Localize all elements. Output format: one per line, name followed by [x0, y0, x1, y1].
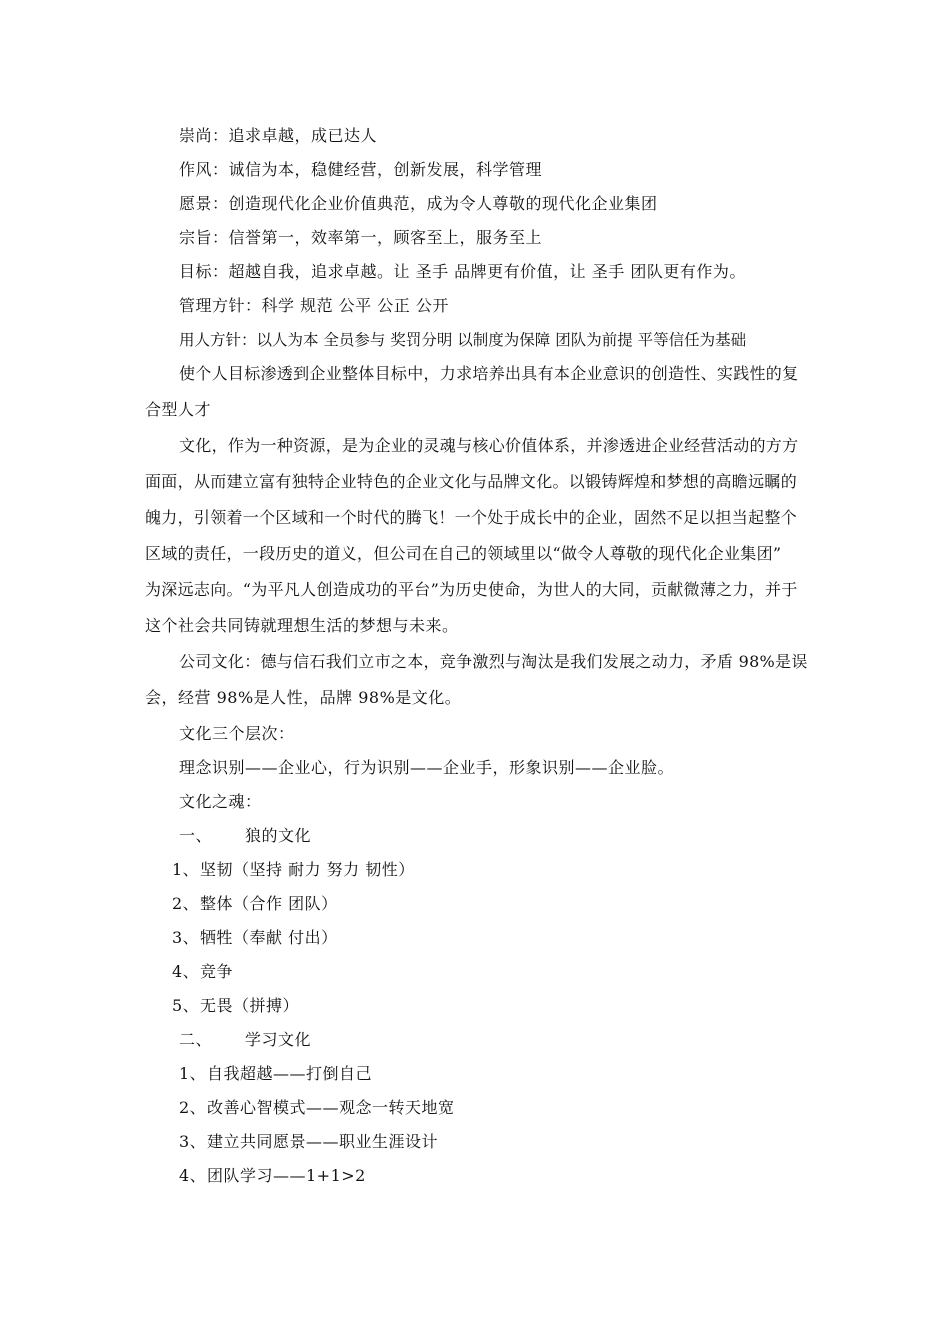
section-one-item-5-number: 5、 — [172, 996, 200, 1015]
line-yuanjing: 愿景：创造现代化企业价值典范，成为令人尊敬的现代化企业集团 — [179, 194, 658, 213]
section-two-item-1-number: 1、 — [179, 1064, 207, 1083]
section-one-title: 狼的文化 — [245, 826, 312, 845]
line-zuofeng: 作风：诚信为本，稳健经营，创新发展，科学管理 — [179, 160, 543, 179]
paragraph-geren-line-1: 使个人目标渗透到企业整体目标中，力求培养出具有本企业意识的创造性、实践性的复 — [179, 364, 799, 383]
section-two-item-2-number: 2、 — [179, 1098, 207, 1117]
paragraph-gongsi-line-2: 会，经营 98%是人性，品牌 98%是文化。 — [145, 688, 462, 707]
section-one-item-3-text: 牺牲（奉献 付出） — [200, 928, 338, 947]
section-two-title: 学习文化 — [245, 1030, 312, 1049]
line-guanli: 管理方针：科学 规范 公平 公正 公开 — [179, 296, 449, 315]
section-one-item-2-number: 2、 — [172, 894, 200, 913]
paragraph-geren-line-2: 合型人才 — [145, 400, 212, 419]
section-two-item-2-text: 改善心智模式——观念一转天地宽 — [207, 1098, 455, 1117]
section-one-item-1-text: 坚韧（坚持 耐力 努力 韧性） — [200, 860, 415, 879]
section-one-item-4-text: 竞争 — [200, 962, 234, 981]
section-two-item-1-text: 自我超越——打倒自己 — [207, 1064, 373, 1083]
section-one-item-3-number: 3、 — [172, 928, 200, 947]
paragraph-wenhua-line-2: 面面，从而建立富有独特企业特色的企业文化与品牌文化。以锻铸辉煌和梦想的高瞻远瞩的 — [145, 472, 798, 491]
paragraph-wenhua-line-4: 区域的责任，一段历史的道义，但公司在自己的领域里以“做令人尊敬的现代化企业集团” — [145, 544, 782, 563]
section-one-item-5-text: 无畏（拼搏） — [200, 996, 300, 1015]
line-mubiao: 目标：超越自我，追求卓越。让 圣手 品牌更有价值，让 圣手 团队更有作为。 — [179, 262, 746, 281]
section-two-item-4-text: 团队学习——1+1>2 — [207, 1166, 366, 1185]
line-zongzhi: 宗旨：信誉第一，效率第一，顾客至上，服务至上 — [179, 228, 543, 247]
line-shibie: 理念识别——企业心，行为识别——企业手，形象识别——企业脸。 — [179, 758, 675, 777]
section-one-item-2-text: 整体（合作 团队） — [200, 894, 338, 913]
section-one-item-4-number: 4、 — [172, 962, 200, 981]
line-yongren: 用人方针：以人为本 全员参与 奖罚分明 以制度为保障 团队为前提 平等信任为基础 — [179, 331, 747, 349]
section-two-item-4-number: 4、 — [179, 1166, 207, 1185]
paragraph-gongsi-line-1: 公司文化：德与信石我们立市之本，竞争激烈与淘汰是我们发展之动力，矛盾 98%是误 — [179, 652, 808, 671]
section-one-item-1-number: 1、 — [172, 860, 200, 879]
paragraph-wenhua-line-5: 为深远志向。“为平凡人创造成功的平台”为历史使命，为世人的大同，贡献微薄之力，并于 — [145, 580, 798, 599]
paragraph-wenhua-line-6: 这个社会共同铸就理想生活的梦想与未来。 — [145, 616, 459, 635]
line-zhihun: 文化之魂： — [179, 792, 262, 811]
section-two-item-3-text: 建立共同愿景——职业生涯设计 — [207, 1132, 439, 1151]
line-cengci: 文化三个层次： — [179, 724, 295, 743]
paragraph-wenhua-line-3: 魄力，引领着一个区域和一个时代的腾飞！一个处于成长中的企业，固然不足以担当起整个 — [145, 508, 798, 527]
section-one-number: 一、 — [179, 826, 213, 845]
paragraph-wenhua-line-1: 文化，作为一种资源，是为企业的灵魂与核心价值体系，并渗透进企业经营活动的方方 — [179, 436, 799, 455]
line-chongshang: 崇尚：追求卓越，成已达人 — [179, 126, 378, 145]
section-two-number: 二、 — [179, 1030, 213, 1049]
section-two-item-3-number: 3、 — [179, 1132, 207, 1151]
